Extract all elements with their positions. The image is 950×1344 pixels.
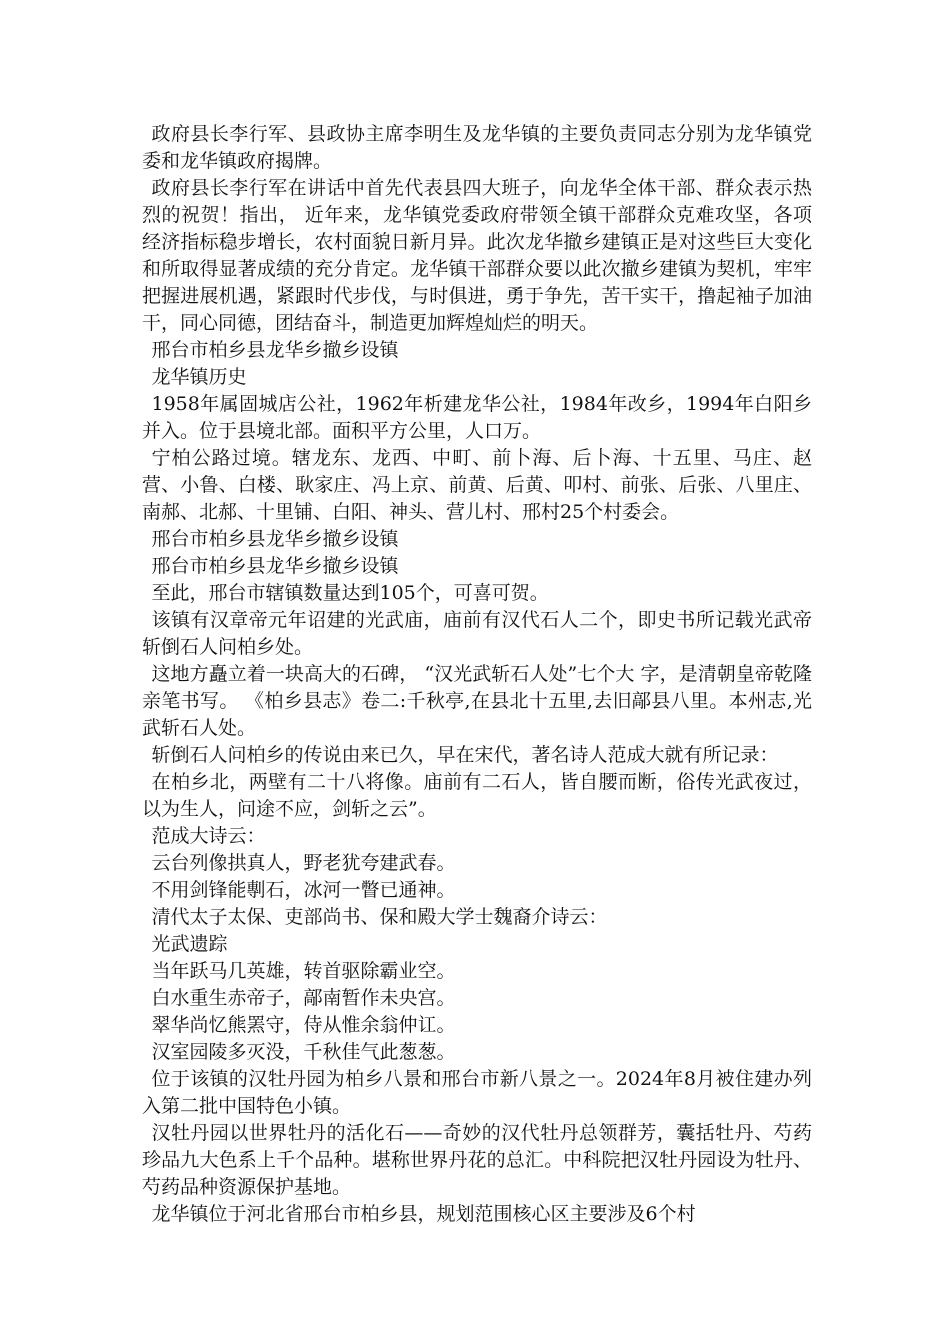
paragraph: 位于该镇的汉牡丹园为柏乡八景和邢台市新八景之一。2024年8月被住建办列入第二批中国特色小镇。 bbox=[142, 1068, 812, 1117]
paragraph: 范成大诗云： bbox=[151, 825, 266, 847]
paragraph: 这地方矗立着一块高大的石碑， “汉光武斩石人处”七个大 字，是清朝皇帝乾隆亲笔书写。 《柏乡县志》卷二:千秋亭,在县北十五里,去旧鄗县八里。本州志,光武斩石人处。 bbox=[142, 663, 812, 739]
paragraph: 龙华镇位于河北省邢台市柏乡县，规划范围核心区主要涉及6个村 bbox=[151, 1203, 696, 1225]
paragraph: 翠华尚忆熊罴守，侍从惟余翁仲讧。 bbox=[151, 1014, 456, 1036]
paragraph: 政府县长李行军、县政协主席李明生及龙华镇的主要负责同志分别为龙华镇党委和龙华镇政府揭牌。 bbox=[142, 123, 812, 172]
paragraph: 龙华镇历史 bbox=[151, 366, 247, 388]
paragraph: 邢台市柏乡县龙华乡撤乡设镇 bbox=[151, 528, 399, 550]
paragraph: 云台列像拱真人，野老犹夸建武春。 bbox=[151, 852, 456, 874]
paragraph: 宁柏公路过境。辖龙东、龙西、中町、前卜海、后卜海、十五里、马庄、赵营、小鲁、白楼、耿家庄、冯上京、前黄、后黄、叩村、前张、后张、八里庄、南郝、北郝、十里铺、白阳、神头、营儿村、邢村25个村委会。 bbox=[142, 447, 812, 523]
paragraph: 至此，邢台市辖镇数量达到105个，可喜可贺。 bbox=[151, 582, 549, 604]
paragraph: 在柏乡北，两壁有二十八将像。庙前有二石人，皆自腰而断，俗传光武夜过，以为生人，问途不应，剑斩之云”。 bbox=[142, 771, 812, 820]
paragraph: 汉牡丹园以世界牡丹的活化石——奇妙的汉代牡丹总领群芳，囊括牡丹、芍药珍品九大色系上千个品种。堪称世界丹花的总汇。中科院把汉牡丹园设为牡丹、芍药品种资源保护基地。 bbox=[142, 1122, 812, 1198]
paragraph: 斩倒石人问柏乡的传说由来已久，早在宋代，著名诗人范成大就有所记录： bbox=[151, 744, 779, 766]
paragraph: 当年跃马几英雄，转首驱除霸业空。 bbox=[151, 960, 456, 982]
paragraph: 邢台市柏乡县龙华乡撤乡设镇 bbox=[151, 555, 399, 577]
paragraph: 政府县长李行军在讲话中首先代表县四大班子，向龙华全体干部、群众表示热烈的祝贺！指出， 近年来，龙华镇党委政府带领全镇干部群众克难攻坚，各项经济指标稳步增长，农村面貌日新月异。此次龙华撤乡建镇正是对这些巨大变化和所取得显著成绩的充分肯定。龙华镇干部群众要以此次撤乡建镇为契机，牢牢把握进展机遇，紧跟时代步伐，与时俱进，勇于争先，苦干实干，撸起袖子加油干，同心同德，团结奋斗，制造更加辉煌灿烂的明天。 bbox=[142, 177, 812, 334]
paragraph: 光武遗踪 bbox=[151, 933, 228, 955]
paragraph: 不用剑锋能剸石，冰河一瞥已通神。 bbox=[151, 879, 456, 901]
paragraph: 该镇有汉章帝元年诏建的光武庙，庙前有汉代石人二个，即史书所记载光武帝斩倒石人问柏乡处。 bbox=[142, 609, 812, 658]
paragraph: 邢台市柏乡县龙华乡撤乡设镇 bbox=[151, 339, 399, 361]
paragraph: 汉室园陵多灭没，千秋佳气此葱葱。 bbox=[151, 1041, 456, 1063]
paragraph: 清代太子太保、吏部尚书、保和殿大学士魏裔介诗云： bbox=[151, 906, 608, 928]
document-body bbox=[142, 121, 812, 1228]
paragraph: 1958年属固城店公社，1962年析建龙华公社，1984年改乡，1994年白阳乡并入。位于县境北部。面积平方公里，人口万。 bbox=[142, 393, 812, 442]
paragraph: 白水重生赤帝子，鄗南暂作未央宫。 bbox=[151, 987, 456, 1009]
